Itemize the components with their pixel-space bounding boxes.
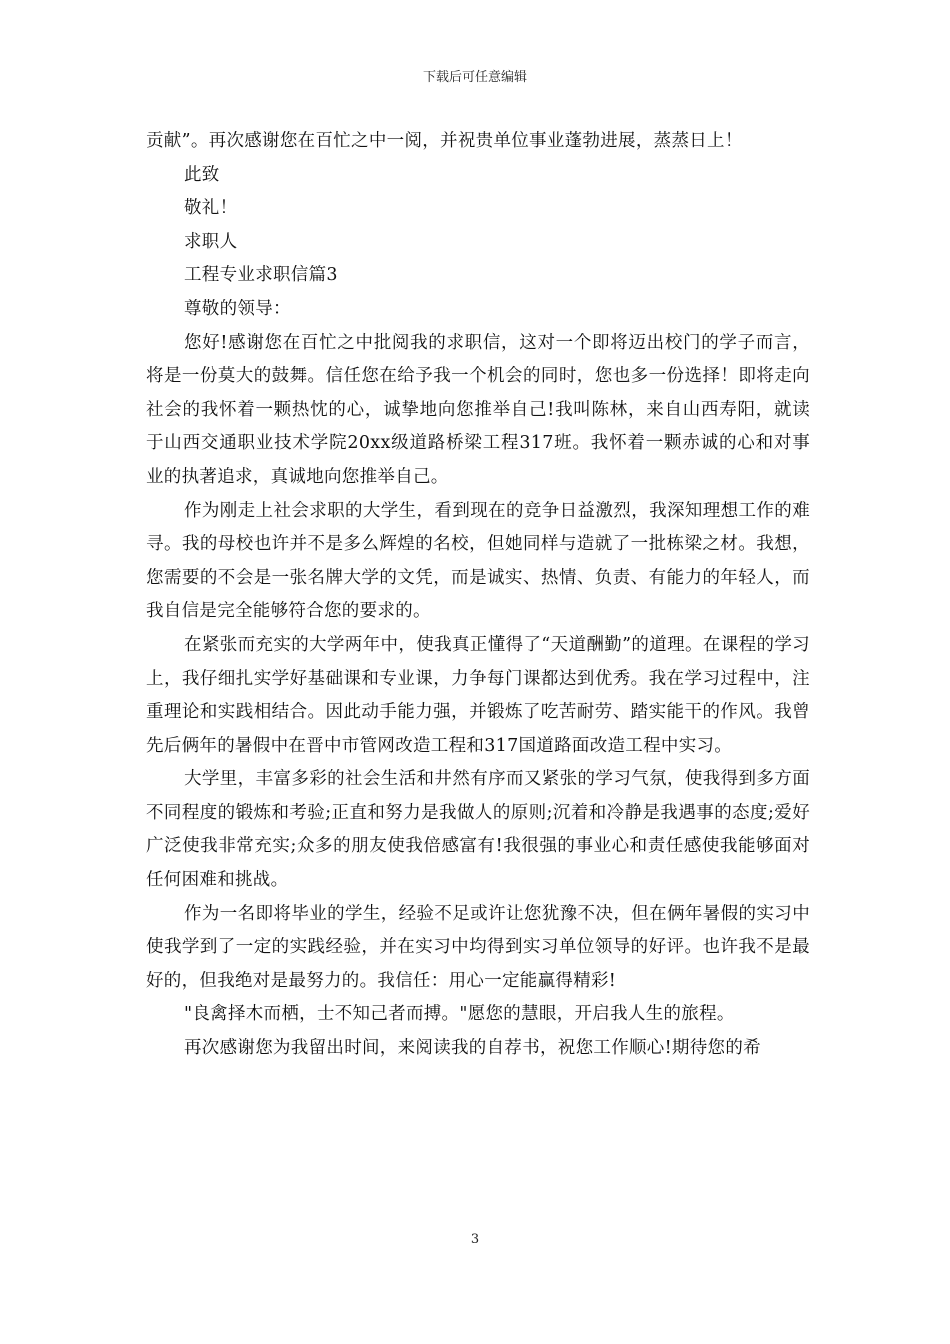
section-title: 工程专业求职信篇3 — [184, 265, 338, 286]
letter-greeting: 尊敬的领导： — [184, 298, 291, 319]
closing-regards: 敬礼！ — [184, 198, 238, 219]
page-header: 下载后可任意编辑 — [422, 70, 527, 85]
paragraph: 作为一名即将毕业的学生，经验不足或许让您犹豫不决，但在俩年暑假的实习中使我学到了一定的实践经验，并在实习中均得到实习单位领导的好评。也许我不是最好的，但我绝对是最努力的。我信任：用心一定能赢得精彩! — [146, 903, 810, 991]
closing-salutation: 此致 — [184, 164, 220, 185]
paragraph: 再次感谢您为我留出时间，来阅读我的自荐书，祝您工作顺心!期待您的希 — [184, 1038, 761, 1059]
paragraph: 在紧张而充实的大学两年中，使我真正懂得了“天道酬勤”的道理。在课程的学习上，我仔细扎实学好基础课和专业课，力争每门课都达到优秀。我在学习过程中，注重理论和实践相结合。因此动手能力强，并锻炼了吃苦耐劳、踏实能干的作风。我曾先后俩年的暑假中在晋中市管网改造工程和317国道路面改造工程中实习。 — [146, 634, 810, 756]
paragraph: 大学里，丰富多彩的社会生活和井然有序而又紧张的学习气氛，使我得到多方面不同程度的锻炼和考验;正直和努力是我做人的原则;沉着和冷静是我遇事的态度;爱好广泛使我非常充实;众多的朋友使我倍感富有!我很强的事业心和责任感使我能够面对任何困难和挑战。 — [146, 769, 810, 891]
document-body — [146, 125, 810, 1066]
paragraph: "良禽择木而栖，士不知己者而搏。"愿您的慧眼，开启我人生的旅程。 — [184, 1004, 735, 1025]
page-number: 3 — [470, 1232, 480, 1247]
paragraph-continuation: 贡献”。再次感谢您在百忙之中一阅，并祝贵单位事业蓬勃进展，蒸蒸日上！ — [146, 131, 743, 151]
signature-label: 求职人 — [184, 231, 238, 252]
paragraph: 作为刚走上社会求职的大学生，看到现在的竞争日益激烈，我深知理想工作的难寻。我的母校也许并不是多么辉煌的名校，但她同样与造就了一批栋梁之材。我想，您需要的不会是一张名牌大学的文凭，而是诚实、热情、负责、有能力的年轻人，而我自信是完全能够符合您的要求的。 — [146, 500, 810, 622]
paragraph: 您好!感谢您在百忙之中批阅我的求职信，这对一个即将迈出校门的学子而言，将是一份莫大的鼓舞。信任您在给予我一个机会的同时，您也多一份选择！即将走向社会的我怀着一颗热忱的心，诚挚地向您推举自己!我叫陈林，来自山西寿阳，就读于山西交通职业技术学院20xx级道路桥梁工程317班。我怀着一颗赤诚的心和对事业的执著追求，真诚地向您推举自己。 — [146, 332, 810, 487]
